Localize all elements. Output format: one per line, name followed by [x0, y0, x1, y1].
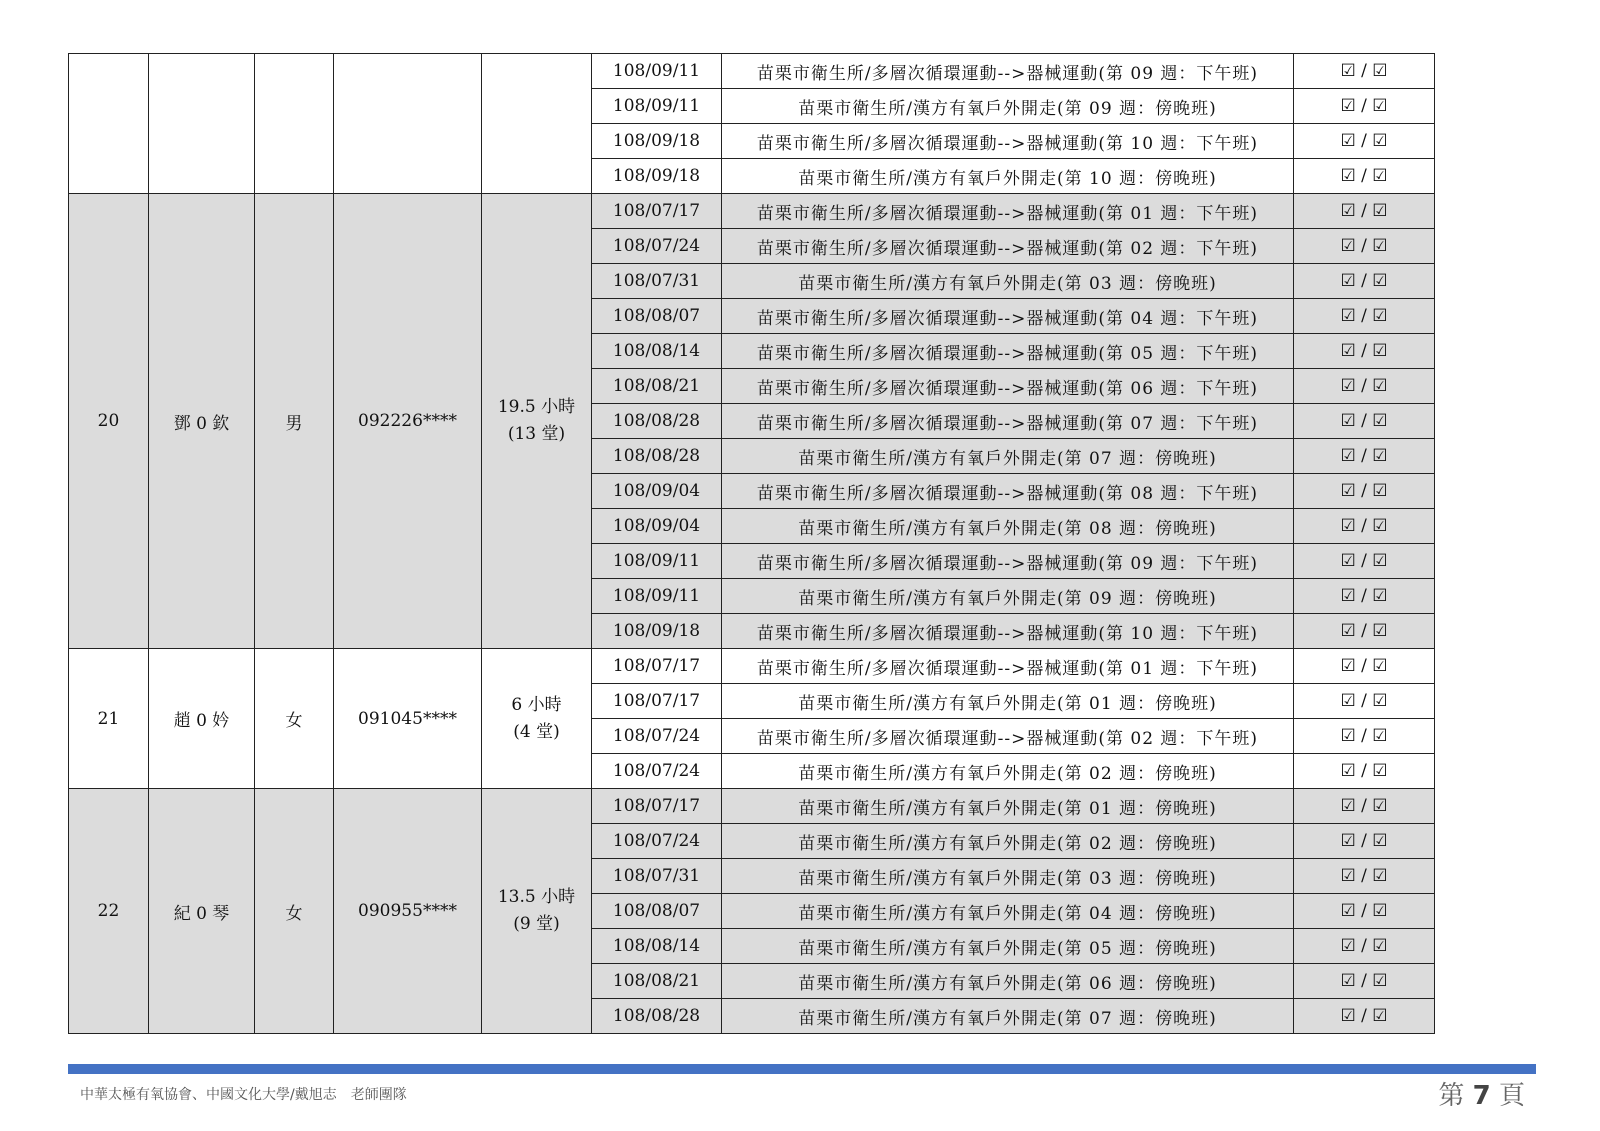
attendance-check: ☑ / ☑	[1294, 54, 1435, 89]
attendance-check: ☑ / ☑	[1294, 964, 1435, 999]
attendance-check: ☑ / ☑	[1294, 404, 1435, 439]
table-edge	[1435, 789, 1440, 824]
participant-gender: 女	[255, 649, 334, 789]
page-number-value: 7	[1472, 1081, 1491, 1111]
table-edge	[1435, 509, 1440, 544]
session-date: 108/07/17	[592, 789, 722, 824]
table-edge	[1435, 894, 1440, 929]
session-date: 108/07/31	[592, 859, 722, 894]
session-course: 苗栗市衛生所/漢方有氧戶外開走(第 09 週：傍晚班)	[722, 89, 1294, 124]
attendance-check: ☑ / ☑	[1294, 89, 1435, 124]
session-course: 苗栗市衛生所/漢方有氧戶外開走(第 07 週：傍晚班)	[722, 999, 1294, 1034]
table-edge	[1435, 194, 1440, 229]
table-edge	[1435, 404, 1440, 439]
attendance-check: ☑ / ☑	[1294, 719, 1435, 754]
table-edge	[1435, 649, 1440, 684]
table-edge	[1435, 299, 1440, 334]
session-date: 108/08/07	[592, 299, 722, 334]
attendance-check: ☑ / ☑	[1294, 894, 1435, 929]
attendance-check: ☑ / ☑	[1294, 229, 1435, 264]
session-date: 108/07/24	[592, 719, 722, 754]
attendance-check: ☑ / ☑	[1294, 754, 1435, 789]
session-date: 108/08/28	[592, 439, 722, 474]
table-edge	[1435, 614, 1440, 649]
session-date: 108/09/11	[592, 544, 722, 579]
participant-id: 20	[69, 194, 149, 649]
session-course: 苗栗市衛生所/漢方有氧戶外開走(第 10 週：傍晚班)	[722, 159, 1294, 194]
session-course: 苗栗市衛生所/多層次循環運動-->器械運動(第 04 週：下午班)	[722, 299, 1294, 334]
attendance-check: ☑ / ☑	[1294, 439, 1435, 474]
participant-name: 趙 0 妗	[149, 649, 255, 789]
table-edge	[1435, 999, 1440, 1034]
table-edge	[1435, 719, 1440, 754]
session-course: 苗栗市衛生所/漢方有氧戶外開走(第 03 週：傍晚班)	[722, 264, 1294, 299]
session-date: 108/07/17	[592, 194, 722, 229]
table-edge	[1435, 929, 1440, 964]
session-course: 苗栗市衛生所/多層次循環運動-->器械運動(第 02 週：下午班)	[722, 719, 1294, 754]
participant-phone	[334, 54, 482, 194]
table-edge	[1435, 89, 1440, 124]
session-course: 苗栗市衛生所/多層次循環運動-->器械運動(第 10 週：下午班)	[722, 614, 1294, 649]
session-row	[69, 789, 1440, 824]
table-edge	[1435, 964, 1440, 999]
participant-hours: 6 小時 (4 堂)	[482, 649, 592, 789]
session-date: 108/07/24	[592, 229, 722, 264]
session-date: 108/08/07	[592, 894, 722, 929]
table-edge	[1435, 159, 1440, 194]
session-date: 108/08/28	[592, 999, 722, 1034]
session-course: 苗栗市衛生所/多層次循環運動-->器械運動(第 08 週：下午班)	[722, 474, 1294, 509]
session-date: 108/09/11	[592, 579, 722, 614]
session-course: 苗栗市衛生所/漢方有氧戶外開走(第 05 週：傍晚班)	[722, 929, 1294, 964]
session-course: 苗栗市衛生所/漢方有氧戶外開走(第 08 週：傍晚班)	[722, 509, 1294, 544]
session-date: 108/07/24	[592, 824, 722, 859]
session-date: 108/09/04	[592, 509, 722, 544]
session-date: 108/08/21	[592, 964, 722, 999]
table-edge	[1435, 579, 1440, 614]
attendance-check: ☑ / ☑	[1294, 509, 1435, 544]
session-date: 108/07/31	[592, 264, 722, 299]
session-course: 苗栗市衛生所/漢方有氧戶外開走(第 02 週：傍晚班)	[722, 754, 1294, 789]
participant-hours: 13.5 小時 (9 堂)	[482, 789, 592, 1034]
participant-gender: 男	[255, 194, 334, 649]
participant-id: 22	[69, 789, 149, 1034]
attendance-check: ☑ / ☑	[1294, 369, 1435, 404]
table-edge	[1435, 474, 1440, 509]
attendance-check: ☑ / ☑	[1294, 614, 1435, 649]
session-date: 108/08/21	[592, 369, 722, 404]
footer-accent-bar	[68, 1064, 1536, 1074]
session-course: 苗栗市衛生所/多層次循環運動-->器械運動(第 06 週：下午班)	[722, 369, 1294, 404]
attendance-check: ☑ / ☑	[1294, 789, 1435, 824]
participant-phone: 091045****	[334, 649, 482, 789]
table-edge	[1435, 124, 1440, 159]
page-suffix: 頁	[1498, 1081, 1525, 1111]
session-course: 苗栗市衛生所/多層次循環運動-->器械運動(第 07 週：下午班)	[722, 404, 1294, 439]
participant-phone: 090955****	[334, 789, 482, 1034]
session-date: 108/07/17	[592, 649, 722, 684]
session-course: 苗栗市衛生所/多層次循環運動-->器械運動(第 01 週：下午班)	[722, 194, 1294, 229]
participant-id: 21	[69, 649, 149, 789]
session-course: 苗栗市衛生所/漢方有氧戶外開走(第 06 週：傍晚班)	[722, 964, 1294, 999]
participant-name: 鄧 0 欽	[149, 194, 255, 649]
participant-gender	[255, 54, 334, 194]
session-date: 108/07/24	[592, 754, 722, 789]
table-edge	[1435, 369, 1440, 404]
table-edge	[1435, 54, 1440, 89]
table-edge	[1435, 264, 1440, 299]
attendance-check: ☑ / ☑	[1294, 544, 1435, 579]
table-edge	[1435, 334, 1440, 369]
table-edge	[1435, 824, 1440, 859]
participant-hours	[482, 54, 592, 194]
table-edge	[1435, 859, 1440, 894]
table-edge	[1435, 754, 1440, 789]
attendance-check: ☑ / ☑	[1294, 999, 1435, 1034]
session-date: 108/09/18	[592, 124, 722, 159]
session-date: 108/09/18	[592, 159, 722, 194]
session-row	[69, 54, 1440, 89]
page-prefix: 第	[1438, 1081, 1465, 1111]
session-date: 108/09/11	[592, 54, 722, 89]
page-number	[1438, 1075, 1525, 1112]
session-date: 108/09/04	[592, 474, 722, 509]
session-date: 108/09/11	[592, 89, 722, 124]
attendance-table	[68, 53, 1440, 1034]
table-edge	[1435, 229, 1440, 264]
session-course: 苗栗市衛生所/漢方有氧戶外開走(第 01 週：傍晚班)	[722, 684, 1294, 719]
attendance-check: ☑ / ☑	[1294, 859, 1435, 894]
attendance-check: ☑ / ☑	[1294, 649, 1435, 684]
session-date: 108/08/14	[592, 334, 722, 369]
table-edge	[1435, 439, 1440, 474]
attendance-check: ☑ / ☑	[1294, 264, 1435, 299]
session-course: 苗栗市衛生所/漢方有氧戶外開走(第 01 週：傍晚班)	[722, 789, 1294, 824]
session-row	[69, 194, 1440, 229]
session-course: 苗栗市衛生所/漢方有氧戶外開走(第 07 週：傍晚班)	[722, 439, 1294, 474]
footer-organization: 中華太極有氧協會、中國文化大學/戴旭志 老師團隊	[80, 1087, 407, 1103]
attendance-table-body	[69, 54, 1440, 1034]
attendance-check: ☑ / ☑	[1294, 194, 1435, 229]
participant-id	[69, 54, 149, 194]
attendance-check: ☑ / ☑	[1294, 474, 1435, 509]
attendance-check: ☑ / ☑	[1294, 124, 1435, 159]
session-course: 苗栗市衛生所/多層次循環運動-->器械運動(第 09 週：下午班)	[722, 54, 1294, 89]
participant-hours: 19.5 小時 (13 堂)	[482, 194, 592, 649]
participant-name: 紀 0 琴	[149, 789, 255, 1034]
session-date: 108/09/18	[592, 614, 722, 649]
table-edge	[1435, 684, 1440, 719]
session-course: 苗栗市衛生所/漢方有氧戶外開走(第 02 週：傍晚班)	[722, 824, 1294, 859]
session-date: 108/07/17	[592, 684, 722, 719]
session-course: 苗栗市衛生所/多層次循環運動-->器械運動(第 09 週：下午班)	[722, 544, 1294, 579]
session-course: 苗栗市衛生所/多層次循環運動-->器械運動(第 02 週：下午班)	[722, 229, 1294, 264]
session-course: 苗栗市衛生所/漢方有氧戶外開走(第 03 週：傍晚班)	[722, 859, 1294, 894]
participant-phone: 092226****	[334, 194, 482, 649]
session-course: 苗栗市衛生所/漢方有氧戶外開走(第 09 週：傍晚班)	[722, 579, 1294, 614]
session-date: 108/08/14	[592, 929, 722, 964]
participant-gender: 女	[255, 789, 334, 1034]
attendance-check: ☑ / ☑	[1294, 334, 1435, 369]
session-date: 108/08/28	[592, 404, 722, 439]
attendance-check: ☑ / ☑	[1294, 159, 1435, 194]
session-course: 苗栗市衛生所/漢方有氧戶外開走(第 04 週：傍晚班)	[722, 894, 1294, 929]
session-course: 苗栗市衛生所/多層次循環運動-->器械運動(第 01 週：下午班)	[722, 649, 1294, 684]
participant-name	[149, 54, 255, 194]
session-course: 苗栗市衛生所/多層次循環運動-->器械運動(第 05 週：下午班)	[722, 334, 1294, 369]
attendance-check: ☑ / ☑	[1294, 929, 1435, 964]
attendance-check: ☑ / ☑	[1294, 579, 1435, 614]
table-edge	[1435, 544, 1440, 579]
session-course: 苗栗市衛生所/多層次循環運動-->器械運動(第 10 週：下午班)	[722, 124, 1294, 159]
attendance-check: ☑ / ☑	[1294, 299, 1435, 334]
session-row	[69, 649, 1440, 684]
attendance-check: ☑ / ☑	[1294, 824, 1435, 859]
attendance-check: ☑ / ☑	[1294, 684, 1435, 719]
